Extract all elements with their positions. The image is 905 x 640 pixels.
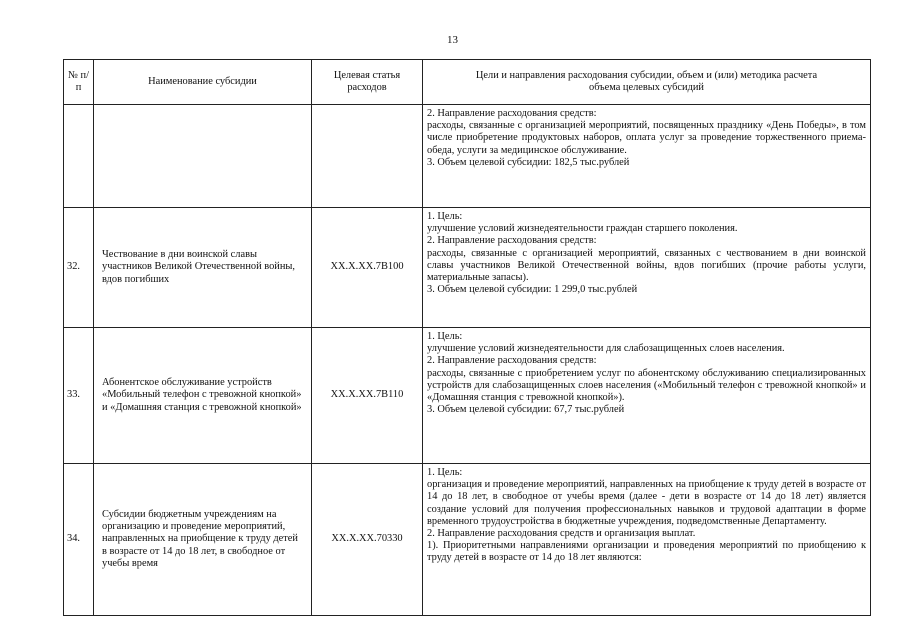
subsidy-table	[63, 59, 871, 616]
table-header-row	[64, 60, 871, 105]
table-row	[64, 328, 871, 464]
description-line: 2. Направление расходования средств:	[427, 108, 597, 119]
description-line: расходы, связанные с организацией мероприятий, посвященных празднику «День Победы», в том числе приобретение продуктовых наборов, оплата услуг за проведение торжественного приема-обеда, услуги за медицинское обслуживание.	[427, 120, 866, 156]
row-number: 33.	[64, 328, 94, 464]
description-line: улучшение условий жизнедеятельности граждан старшего поколения.	[427, 223, 738, 235]
description-line: расходы, связанные с организацией мероприятий, связанных с чествованием в дни воинской славы участников Великой Отечественной войны, вдов погибших (прочие работы услуги, материальные запасы).	[427, 247, 866, 284]
subsidy-name: Абонентское обслуживание устройств «Мобильный телефон с тревожной кнопкой» и «Домашняя станция с тревожной кнопкой»	[94, 328, 312, 464]
description-line: 2. Направление расходования средств и организация выплат.	[427, 528, 696, 540]
page-number: 13	[447, 34, 458, 46]
subsidy-description	[423, 328, 871, 464]
description-line: 3. Объем целевой субсидии: 1 299,0 тыс.рублей	[427, 284, 638, 296]
table-row	[64, 464, 871, 616]
row-number: 34.	[64, 464, 94, 616]
subsidy-name	[94, 105, 312, 208]
description-line: 3. Объем целевой субсидии: 182,5 тыс.рублей	[427, 156, 630, 168]
description-line: 1. Цель:	[427, 467, 463, 478]
description-line: улучшение условий жизнедеятельности для слабозащищенных слоев населения.	[427, 343, 785, 355]
subsidy-description	[423, 208, 871, 328]
description-line: 2. Направление расходования средств:	[427, 235, 597, 247]
row-number: 32.	[64, 208, 94, 328]
budget-code: XX.X.XX.70330	[312, 464, 423, 616]
header-purpose: Цели и направления расходования субсидии, объем и (или) методика расчета объема целевых субсидий	[423, 60, 871, 105]
header-name: Наименование субсидии	[94, 60, 312, 105]
budget-code	[312, 105, 423, 208]
description-line: организация и проведение мероприятий, направленных на приобщение к труду детей в возрасте от 14 до 18 лет, в свободное от учебы время (далее - дети в возрасте от 14 до 18 лет) является создание условий для получения профессиональных навыков и трудовой адаптации в форме временного трудоустройства в бюджетные учреждения, подведомственные Департаменту.	[427, 479, 866, 527]
subsidy-description	[423, 464, 871, 616]
description-line: 1). Приоритетными направлениями организации и проведения мероприятий по приобщению к труду детей в возрасте от 14 до 18 лет являются:	[427, 540, 866, 564]
subsidy-description	[423, 105, 871, 208]
budget-code: XX.X.XX.7B110	[312, 328, 423, 464]
table-row	[64, 105, 871, 208]
subsidy-name: Чествование в дни воинской славы участников Великой Отечественной войны, вдов погибших	[94, 208, 312, 328]
subsidy-name: Субсидии бюджетным учреждениям на организацию и проведение мероприятий, направленных на приобщение к труду детей в возрасте от 14 до 18 лет, в свободное от учебы время	[94, 464, 312, 616]
budget-code: XX.X.XX.7B100	[312, 208, 423, 328]
description-line: 2. Направление расходования средств:	[427, 355, 597, 367]
header-code: Целевая статья расходов	[312, 60, 423, 105]
row-number	[64, 105, 94, 208]
header-num: № п/п	[64, 60, 94, 105]
description-line: 1. Цель:	[427, 331, 463, 342]
description-line: 1. Цель:	[427, 211, 463, 222]
description-line: расходы, связанные с приобретением услуг по абонентскому обслуживанию специализированных устройств для слабозащищенных слоев населения («Мобильный телефон с тревожной кнопкой» и «Домашняя станция с тревожной кнопкой»).	[427, 367, 866, 404]
table-row	[64, 208, 871, 328]
description-line: 3. Объем целевой субсидии: 67,7 тыс.рублей	[427, 404, 625, 416]
